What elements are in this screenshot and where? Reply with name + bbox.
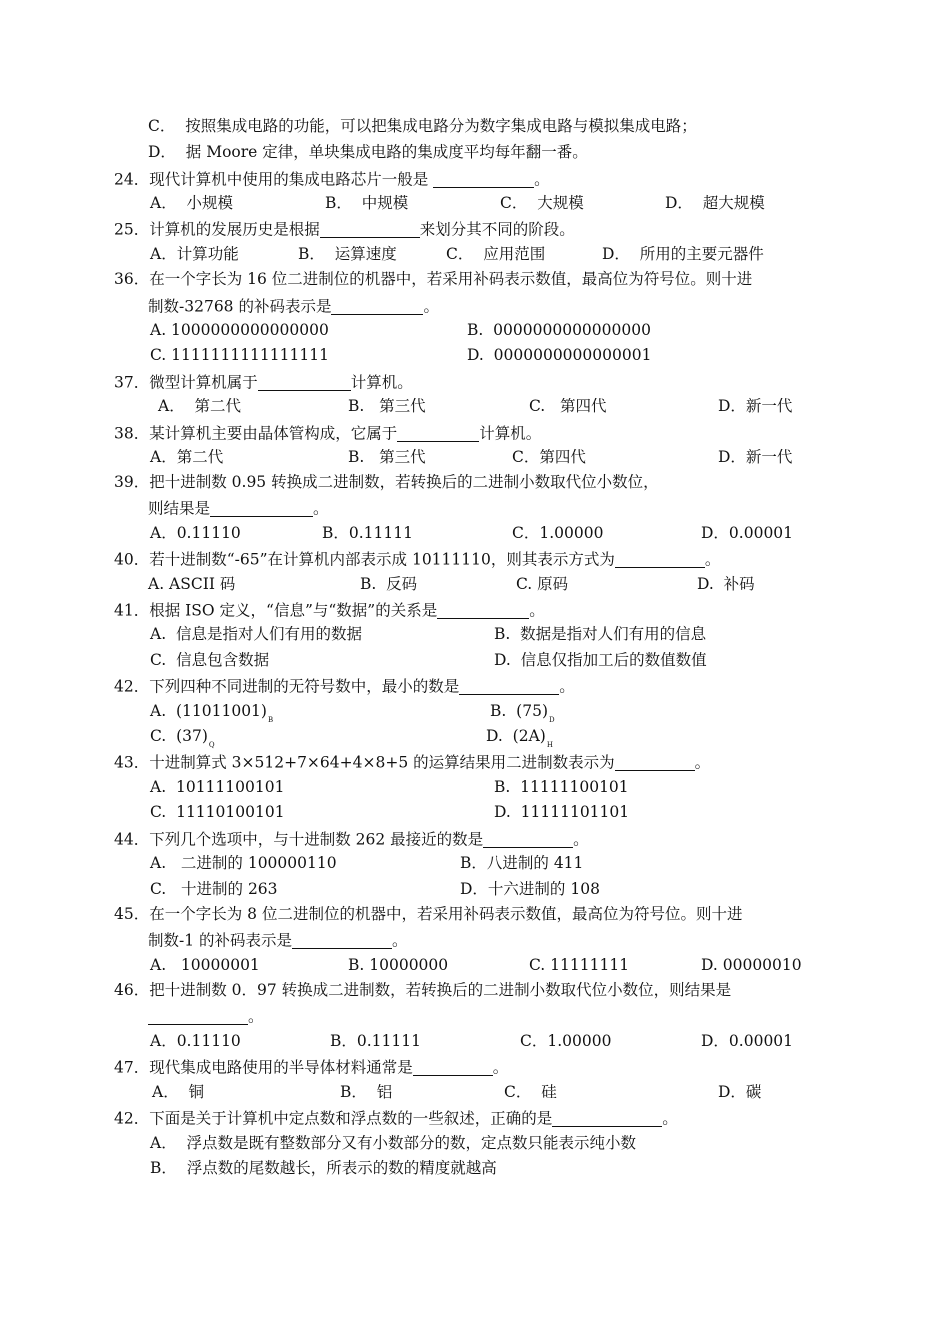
answer-blank: [615, 551, 705, 568]
option-d: D．0.00001: [701, 1032, 794, 1050]
question-stem: 42．下列四种不同进制的无符号数中，最小的数是: [114, 677, 460, 696]
question-stem: 38．某计算机主要由晶体管构成，它属于: [114, 424, 398, 443]
option-d: D． 超大规模: [665, 194, 765, 212]
option-d: D. 11111101101: [494, 803, 630, 821]
option-b: B．八进制的 411: [460, 854, 584, 872]
question-stem: 25．计算机的发展历史是根据: [114, 220, 320, 239]
option-a: A. 1000000000000000: [150, 321, 329, 339]
radix-subscript: H: [546, 741, 553, 749]
question-stem: 44．下列几个选项中，与十进制数 262 最接近的数是: [114, 830, 484, 849]
answer-blank: [437, 602, 529, 619]
question-stem: 41．根据 ISO 定义，“信息”与“数据”的关系是: [114, 601, 438, 620]
question-end: 。: [492, 1058, 509, 1077]
option-b: B. 10000000: [348, 956, 449, 974]
option-c-line: C． 按照集成电路的功能，可以把集成电路分为数字集成电路与模拟集成电路；: [148, 117, 697, 135]
question-45: 45．在一个字长为 8 位二进制位的机器中，若采用补码表示数值，最高位为符号位。则十进: [114, 905, 743, 923]
option-b: B. 第三代: [348, 448, 426, 466]
option-a: A. 10111100101: [150, 778, 285, 796]
question-stem: 制数-1 的补码表示是: [148, 931, 293, 950]
option-d: D． 所用的主要元器件: [602, 245, 764, 263]
answer-blank: [397, 425, 479, 442]
option-c: C． 应用范围: [446, 245, 546, 263]
answer-blank: [331, 298, 423, 315]
radix-subscript: D: [549, 716, 555, 724]
option-a: A. ASCII 码: [148, 575, 236, 593]
question-end: 。: [694, 753, 711, 772]
answer-blank: [258, 374, 351, 391]
question-stem: 24．现代计算机中使用的集成电路芯片一般是: [114, 170, 434, 189]
question-24: [114, 171, 550, 188]
question-41: [114, 602, 545, 619]
option-b: B. $(75)_D$: [490, 702, 555, 724]
answer-blank: [413, 1059, 493, 1076]
question-42: [114, 678, 575, 695]
option-b: B. 第三代: [348, 397, 426, 415]
option-a: A. 10000001: [150, 956, 260, 974]
option-d: D．0.00001: [701, 524, 794, 542]
answer-blank: [320, 221, 420, 238]
option-a: A．第二代: [150, 448, 224, 466]
question-end: 。: [423, 297, 439, 316]
option-c: C. $(37)_Q$: [150, 727, 215, 749]
option-b: B. 11111100101: [494, 778, 629, 796]
option-b: B. 数据是指对人们有用的信息: [494, 625, 707, 643]
option-b: B． 浮点数的尾数越长，所表示的数的精度就越高: [150, 1159, 497, 1177]
option-a: A． 第二代: [158, 397, 242, 415]
radix-subscript: Q: [208, 741, 215, 749]
answer-blank: [483, 831, 573, 848]
option-c: C． 硅: [504, 1083, 557, 1101]
question-37: [114, 374, 413, 391]
question-end: 来划分其不同的阶段。: [419, 220, 575, 239]
question-end: 。: [704, 550, 721, 569]
option-d-line: D． 据 Moore 定律，单块集成电路的集成度平均每年翻一番。: [148, 143, 588, 161]
radix-subscript: B: [267, 716, 274, 724]
option-c: C. 1111111111111111: [150, 346, 329, 364]
question-36-cont: [148, 298, 439, 315]
option-c: C．1.00000: [520, 1032, 612, 1050]
question-end: 。: [573, 830, 589, 849]
option-a: A. 信息是指对人们有用的数据: [150, 625, 362, 643]
answer-blank: [433, 171, 534, 188]
option-b: B． 运算速度: [298, 245, 397, 263]
option-b: B．0.11111: [322, 524, 413, 542]
option-d: D．碳: [718, 1083, 762, 1101]
option-d: D．新一代: [718, 397, 793, 415]
question-46: 46．把十进制数 0．97 转换成二进制数，若转换后的二进制小数取代位小数位，则结果是: [114, 981, 732, 999]
question-stem: 42．下面是关于计算机中定点数和浮点数的一些叙述，正确的是: [114, 1109, 553, 1128]
option-b: B．0.11111: [330, 1032, 421, 1050]
option-c: C．第四代: [512, 448, 586, 466]
question-36: 36．在一个字长为 16 位二进制位的机器中，若采用补码表示数值，最高位为符号位。则十进: [114, 270, 753, 288]
question-43: [114, 754, 710, 771]
answer-blank: [148, 1008, 248, 1025]
question-stem: 43．十进制算式 3×512+7×64+4×8+5 的运算结果用二进制数表示为: [114, 753, 615, 772]
question-44: [114, 831, 589, 848]
answer-blank: [292, 932, 392, 949]
question-39-cont: [148, 500, 329, 517]
option-d: D. 信息仅指加工后的数值数值: [494, 651, 707, 669]
answer-blank: [552, 1110, 662, 1127]
question-40: [114, 551, 720, 568]
option-c: C. 十进制的 263: [150, 880, 278, 898]
question-stem: 则结果是: [148, 499, 211, 518]
option-a: A． 铜: [152, 1083, 205, 1101]
option-b: B. 0000000000000000: [467, 321, 651, 339]
option-a: A．0.11110: [150, 1032, 241, 1050]
question-42b: [114, 1110, 678, 1127]
question-end: 。: [534, 170, 550, 189]
option-a: A. $(11011001)_B$: [150, 702, 274, 724]
answer-blank: [615, 754, 695, 771]
option-d: D．新一代: [718, 448, 793, 466]
question-stem: 制数-32768 的补码表示是: [148, 297, 332, 316]
question-end: 。: [559, 677, 575, 696]
question-end: 。: [662, 1109, 678, 1128]
option-d: D. 00000010: [701, 956, 802, 974]
option-d: D. 补码: [697, 575, 755, 593]
answer-blank: [459, 678, 559, 695]
option-d: D. 0000000000000001: [467, 346, 652, 364]
option-d: D．十六进制的 108: [460, 880, 600, 898]
option-c: C. 信息包含数据: [150, 651, 270, 669]
question-stem: 47．现代集成电路使用的半导体材料通常是: [114, 1058, 413, 1077]
option-a: A．0.11110: [150, 524, 241, 542]
option-a: A． 浮点数是既有整数部分又有小数部分的数，定点数只能表示纯小数: [150, 1134, 637, 1152]
option-c: C． 大规模: [500, 194, 584, 212]
option-a: A．计算功能: [150, 245, 239, 263]
option-c: C．1.00000: [512, 524, 604, 542]
question-end: 计算机。: [350, 373, 413, 392]
option-a: A． 小规模: [150, 194, 234, 212]
question-end: 。: [529, 601, 545, 620]
option-b: B． 中规模: [325, 194, 409, 212]
question-45-cont: [148, 932, 408, 949]
option-c: C. 第四代: [529, 397, 607, 415]
question-25: [114, 221, 575, 238]
question-47: [114, 1059, 508, 1076]
option-d: D. $(2A)_H$: [486, 727, 553, 749]
option-b: B． 铝: [340, 1083, 393, 1101]
option-a: A. 二进制的 100000110: [150, 854, 337, 872]
question-38: [114, 425, 541, 442]
option-b: B. 反码: [360, 575, 418, 593]
option-c: C. 原码: [516, 575, 569, 593]
question-39: 39．把十进制数 0.95 转换成二进制数，若转换后的二进制小数取代位小数位，: [114, 473, 659, 491]
question-stem: 37．微型计算机属于: [114, 373, 258, 392]
question-end: 。: [248, 1007, 264, 1026]
answer-blank: [210, 500, 313, 517]
question-end: 。: [313, 499, 329, 518]
question-46-cont: [148, 1008, 264, 1025]
question-stem: 40．若十进制数“-65”在计算机内部表示成 10111110，则其表示方式为: [114, 550, 615, 569]
option-c: C. 11110100101: [150, 803, 285, 821]
question-end: 。: [392, 931, 408, 950]
option-c: C. 11111111: [529, 956, 630, 974]
question-end: 计算机。: [479, 424, 542, 443]
